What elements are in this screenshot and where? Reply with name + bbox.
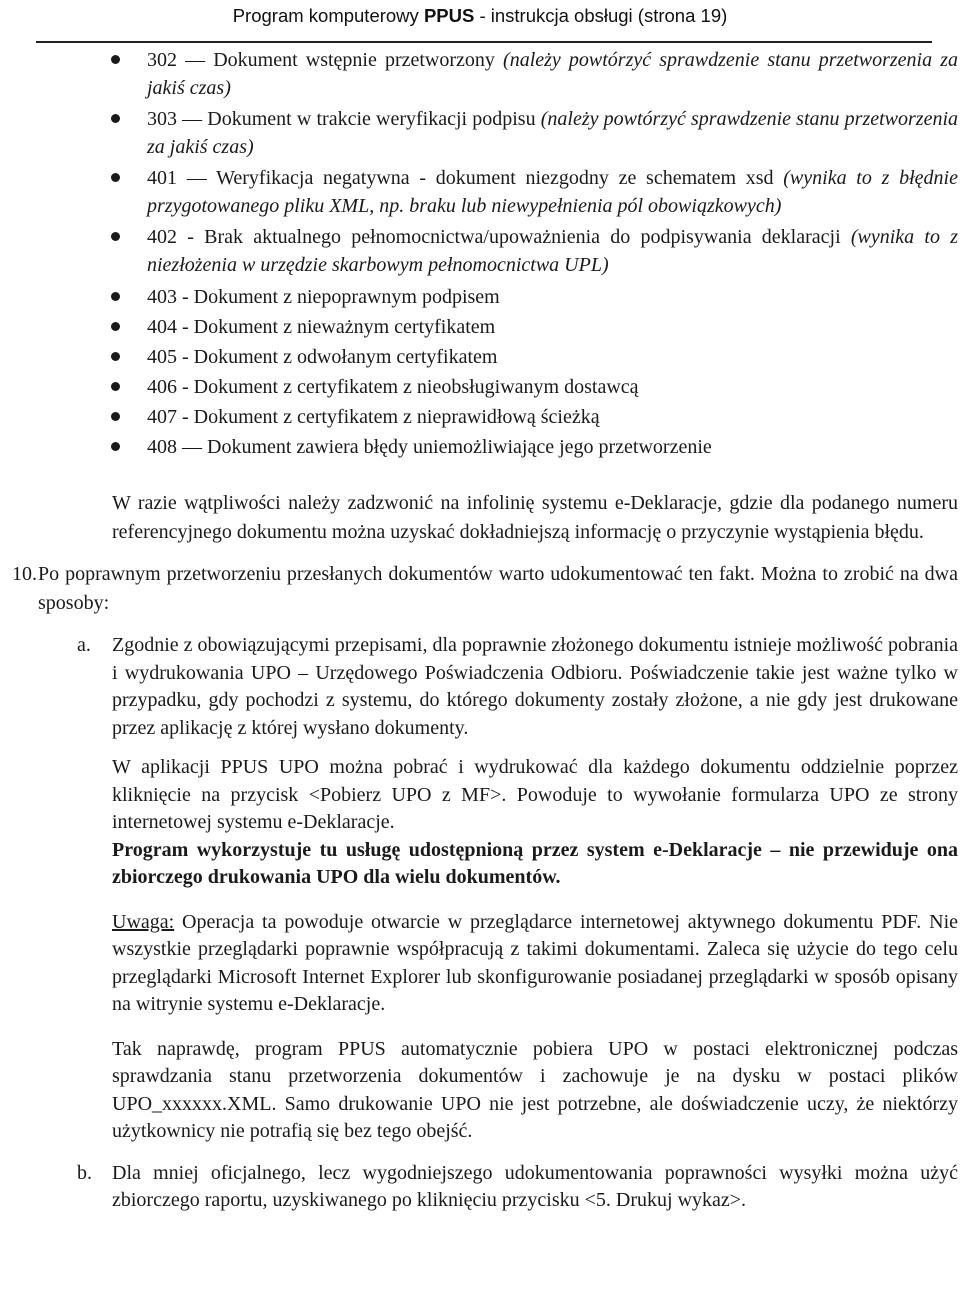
bullet-icon: [111, 292, 120, 301]
bullet-icon: [111, 322, 120, 331]
list-item: [0, 342, 960, 372]
status-code-text: 401 — Weryfikacja negatywna - dokument niezgodny ze schematem xsd: [147, 167, 784, 189]
status-code-text: 403 - Dokument z niepoprawnym podpisem: [147, 286, 500, 308]
bullet-icon: [111, 442, 120, 451]
numbered-item-10: [0, 560, 960, 618]
status-note: (należy powtórzyć sprawdzenie stanu przetworzenia za jakiś czas): [147, 108, 959, 158]
bullet-icon: [111, 412, 120, 421]
header-prefix: Program komputerowy: [232, 5, 424, 26]
item-10-text: Po poprawnym przetworzeniu przesłanych dokumentów warto udokumentować ten fakt. Można to zrobić na dwa sposoby:: [38, 563, 958, 614]
status-code-text: 402 - Brak aktualnego pełnomocnictwa/upoważnienia do podpisywania deklaracji: [147, 226, 851, 248]
bullet-icon: [111, 382, 120, 391]
list-item: [0, 105, 960, 164]
bullet-icon: [111, 55, 120, 64]
status-note: (wynika to z niezłożenia w urzędzie skarbowym pełnomocnictwa UPL): [147, 226, 958, 276]
bullet-icon: [111, 232, 120, 241]
option-b: [0, 1160, 960, 1215]
option-a-paragraph-upo: Zgodnie z obowiązującymi przepisami, dla poprawnie złożonego dokumentu istnieje możliwość pobrania i wydrukowania UPO – Urzędowego Poświadczenia Odbioru. Poświadczenie takie jest ważne tylko w przypadku, gdy pochodzi z systemu, do którego dokumenty zostały złożone, a nie gdy jest drukowane przez aplikację z której wysłano dokumenty.: [112, 634, 958, 739]
warning-text: Operacja ta powoduje otwarcie w przeglądarce internetowej aktywnego dokumentu PDF. Nie wszystkie przeglądarki poprawnie współpracują z takimi dokumentami. Zaleca się użycie do tego celu przeglądarki Microsoft Internet Explorer lub skonfigurowanie posiadanej przeglądarki w sposób opisany na witrynie systemu e-Deklaracje.: [112, 910, 958, 1015]
status-note: (należy powtórzyć sprawdzenie stanu przetworzenia za jakiś czas): [147, 49, 959, 99]
bullet-icon: [111, 352, 120, 361]
status-code-text: 407 - Dokument z certyfikatem z nieprawidłową ścieżką: [147, 406, 600, 428]
item-number: 10.: [12, 563, 37, 585]
option-a-label: a.: [77, 634, 91, 656]
list-item: [0, 282, 960, 312]
list-item: [0, 46, 960, 105]
option-a-paragraph-auto: Tak naprawdę, program PPUS automatycznie pobiera UPO w postaci elektronicznej podczas sprawdzania stanu przetworzenia dokumentów i zachowuje je na dysku w postaci plików UPO_xxxxxx.XML. Samo drukowanie UPO nie jest potrzebne, ale doświadczenie uczy, że niektórzy użytkownicy nie potrafią się bez tego obejść.: [112, 1037, 958, 1142]
warning-label: Uwaga:: [112, 910, 175, 933]
option-a-warning: [112, 909, 958, 1019]
list-item: [0, 223, 960, 282]
status-code-text: 408 — Dokument zawiera błędy uniemożliwiające jego przetworzenie: [147, 436, 712, 458]
status-code-text: 406 - Dokument z certyfikatem z nieobsługiwanym dostawcą: [147, 376, 639, 398]
status-code-list: [0, 46, 960, 462]
bullet-icon: [111, 114, 120, 123]
list-item: [0, 372, 960, 402]
status-note: (wynika to z błędnie przygotowanego pliku XML, np. braku lub niewypełnienia pól obowiązkowych): [147, 167, 958, 217]
page-content: [0, 46, 960, 1215]
page-header: [0, 0, 960, 28]
list-item: [0, 164, 960, 223]
header-divider: [36, 41, 932, 43]
list-item: [0, 432, 960, 462]
header-app-name: PPUS: [423, 5, 475, 26]
status-code-text: 404 - Dokument z nieważnym certyfikatem: [147, 316, 496, 338]
option-b-label: b.: [77, 1161, 92, 1184]
option-b-text: Dla mniej oficjalnego, lecz wygodniejszego udokumentowania poprawności wysyłki można użyć zbiorczego raportu, uzyskiwanego po kliknięciu przycisku <5. Drukuj wykaz>.: [112, 1161, 958, 1211]
option-a-paragraph-download: W aplikacji PPUS UPO można pobrać i wydrukować dla każdego dokumentu oddzielnie poprzez kliknięcie na przycisk <Pobierz UPO z MF>. Powoduje to wywołanie formularza UPO ze strony internetowej systemu e-Deklaracje.: [112, 756, 958, 833]
status-code-text: 405 - Dokument z odwołanym certyfikatem: [147, 346, 498, 368]
list-item: [0, 402, 960, 432]
doubt-paragraph: W razie wątpliwości należy zadzwonić na infolinię systemu e-Deklaracje, gdzie dla podanego numeru referencyjnego dokumentu można uzyskać dokładniejszą informację o przyczynie wystąpienia błędu.: [112, 492, 958, 543]
option-a-bold-notice: Program wykorzystuje tu usługę udostępnioną przez system e-Deklaracje – nie przewiduje ona zbiorczego drukowania UPO dla wielu dokumentów.: [112, 838, 958, 888]
status-code-text: 303 — Dokument w trakcie weryfikacji podpisu: [147, 108, 541, 130]
status-code-text: 302 — Dokument wstępnie przetworzony: [147, 49, 504, 71]
option-a: [0, 632, 960, 1146]
bullet-icon: [111, 173, 120, 182]
list-item: [0, 312, 960, 342]
header-suffix: - instrukcja obsługi (strona 19): [474, 5, 728, 26]
